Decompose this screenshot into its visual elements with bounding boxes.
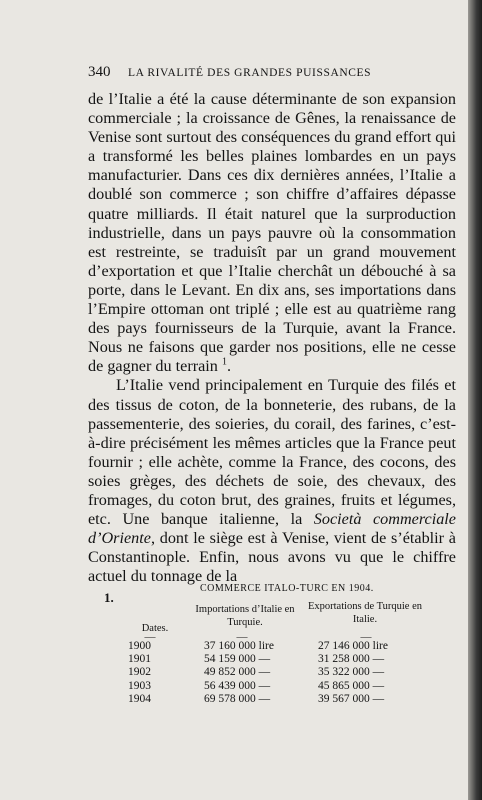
cell-exports: 45 865 000 — <box>318 679 385 692</box>
header-dash-dates: — <box>144 631 156 643</box>
cell-imports: 37 160 000 lire <box>204 640 274 652</box>
cell-imports: 54 159 000 — <box>204 653 271 666</box>
body-text <box>88 90 456 586</box>
cell-date: 1902 <box>128 666 151 679</box>
running-header <box>88 64 428 81</box>
header-dash-exports: — <box>360 631 372 643</box>
paragraph-2 <box>88 376 456 586</box>
table-row <box>128 640 428 653</box>
footnote-number: 1. <box>104 590 114 605</box>
cell-exports: 35 322 000 — <box>318 666 385 679</box>
table-row <box>128 653 428 666</box>
footnote-title: COMMERCE ITALO-TURC EN 1904. <box>200 583 374 594</box>
paragraph-2-text: L’Italie vend principalement en Turquie des filés et des tissus de coton, de la bonneterie, des rubans, de la passementerie, des soieries, du corail, des farines, c’est-à-dire précisément les mêmes articles que la France peut fournir ; elle achète, comme la France, des cocons, des soies grèges, des déchets de soie, des chevaux, des fromages, du coton brut, des graines, fruits et légumes, etc. Une banque italienne, la <box>88 376 456 529</box>
page-edge-shadow <box>468 0 482 800</box>
cell-date: 1901 <box>128 653 151 666</box>
header-exports: Exportations de Turquie en Italie. <box>307 601 423 625</box>
footnote-reference: 1 <box>221 356 227 368</box>
cell-exports: 27 146 000 lire <box>318 640 388 652</box>
table-row <box>128 666 428 679</box>
header-dash-imports: — <box>236 631 248 643</box>
cell-imports: 49 852 000 — <box>204 666 271 679</box>
cell-exports: 31 258 000 — <box>318 653 385 666</box>
paragraph-1 <box>88 90 456 376</box>
paragraph-2-text-cont: , dont le siège est à Venise, vient de s’établir à Constantinople. Enfin, nous avons vu que le chiffre actuel du tonnage de la <box>88 529 456 586</box>
table-row <box>128 693 428 706</box>
cell-imports: 56 439 000 — <box>204 679 271 692</box>
cell-date: 1903 <box>128 679 151 692</box>
paragraph-1-text: de l’Italie a été la cause déterminante de son expansion commerciale ; la croissance de Gênes, la renaissance de Venise sont surtout des conséquences du grand effort qui a transformé les belles plaines lombardes en un pays manufacturier. Dans ces dix dernières années, l’Italie a doublé son commerce ; son chiffre d’affaires dépasse quatre milliards. Il était naturel que la surproduction industrielle, dans un pays pauvre où la consommation est restreinte, se traduisît par un grand mouvement d’exportation et que l’Italie cherchât un débouché à sa porte, dans le Levant. En dix ans, ses importations dans l’Empire ottoman ont triplé ; elle est au quatrième rang des pays fournisseurs de la Turquie, avant la France. Nous ne faisons que garder nos positions, elle ne cesse de gagner du terrain <box>88 90 456 376</box>
page-number: 340 <box>88 64 111 80</box>
cell-imports: 69 578 000 — <box>204 692 271 705</box>
trade-table <box>128 640 428 706</box>
running-title: LA RIVALITÉ DES GRANDES PUISSANCES <box>127 67 372 79</box>
cell-date: 1904 <box>128 692 151 705</box>
cell-date: 1900 <box>128 640 151 652</box>
cell-exports: 39 567 000 — <box>318 692 385 705</box>
bank-name: Società commerciale d’Oriente <box>88 510 456 548</box>
header-dates: Dates. <box>141 623 169 634</box>
paragraph-1-end: . <box>226 357 231 376</box>
table-row <box>128 680 428 693</box>
header-imports: Importations d’Italie en Turquie. <box>195 604 295 628</box>
